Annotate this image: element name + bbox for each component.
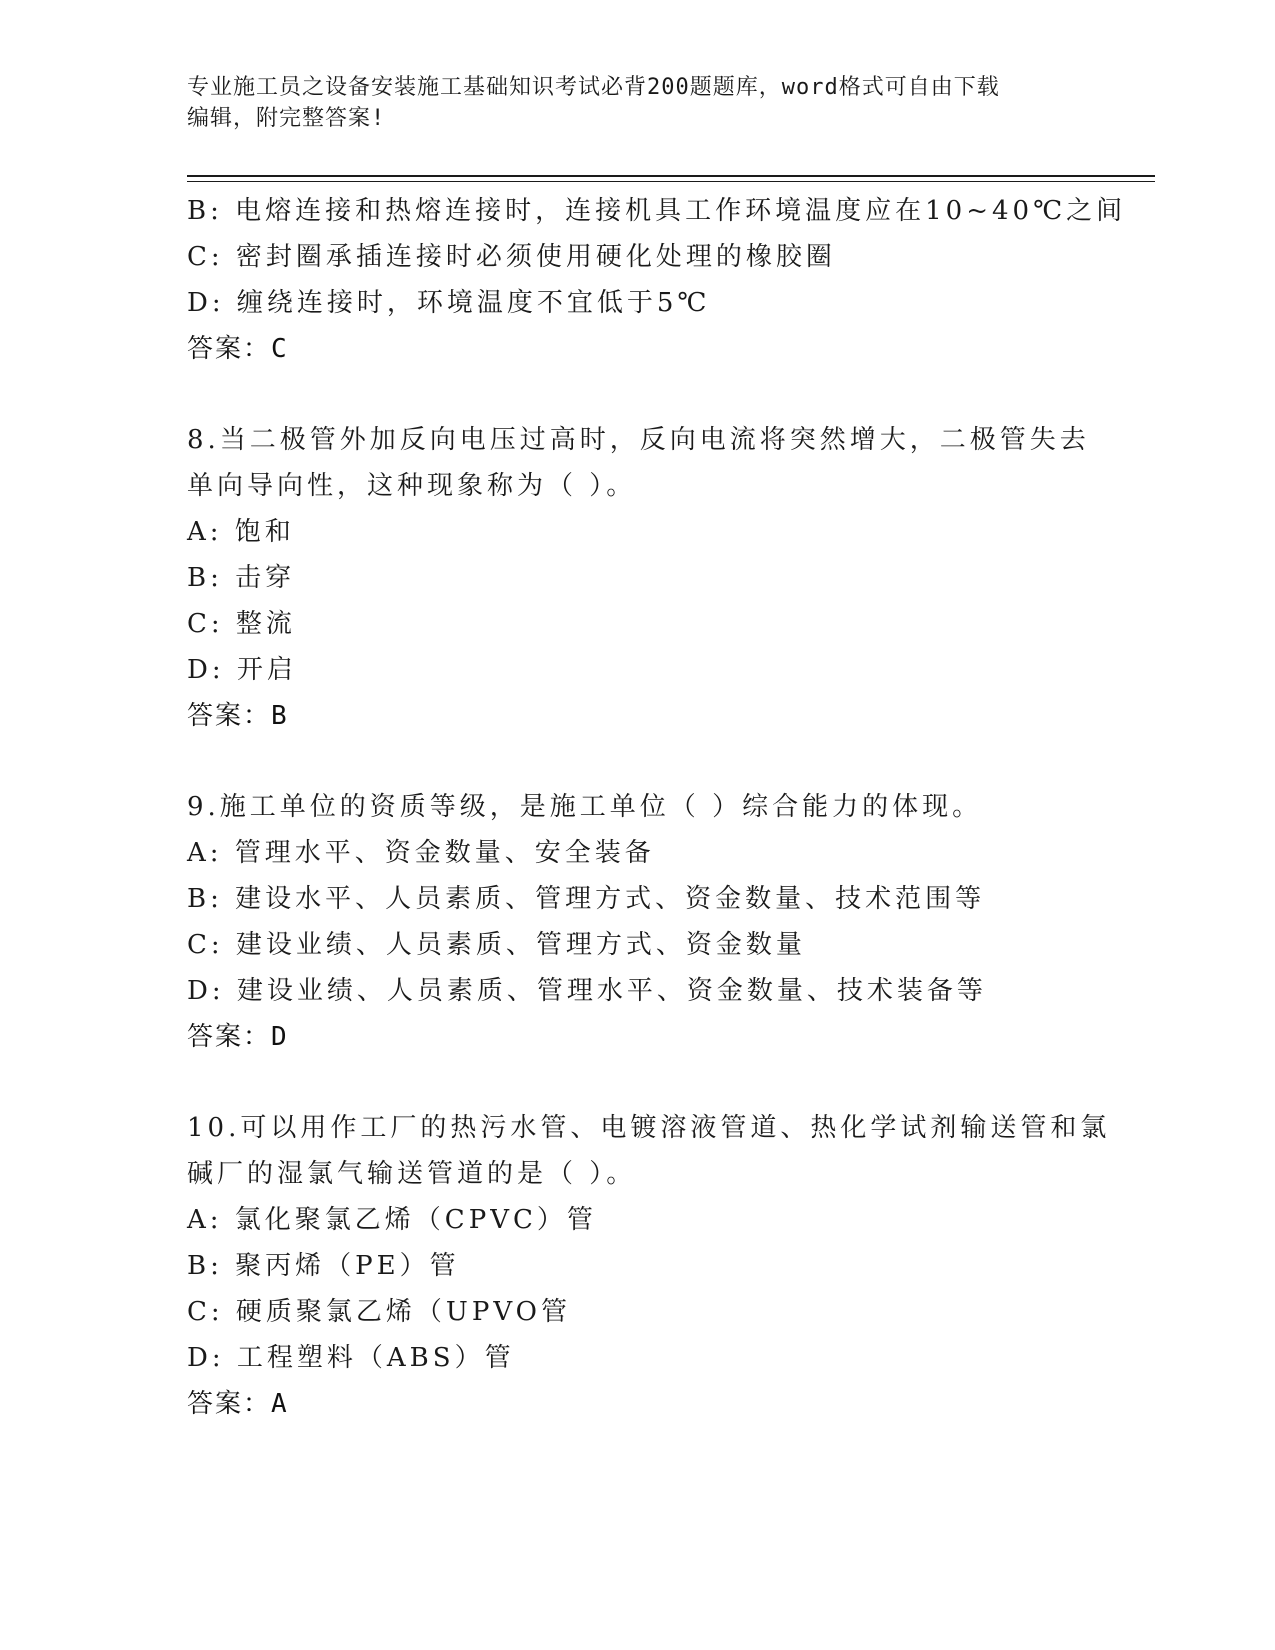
- question-stem-line: 碱厂的湿氯气输送管道的是（ ）。: [187, 1159, 637, 1189]
- option-d: D: 开启: [187, 655, 297, 685]
- option-b: B: 电熔连接和热熔连接时，连接机具工作环境温度应在10~40℃之间: [187, 196, 1127, 226]
- answer-line: 答案：D: [187, 1022, 289, 1052]
- spacer: [187, 739, 1155, 784]
- header-line-1: 专业施工员之设备安装施工基础知识考试必背200题题库，word格式可自由下载: [187, 75, 1000, 100]
- question-10: [187, 1105, 1155, 1427]
- option-c: C: 密封圈承插连接时必须使用硬化处理的橡胶圈: [187, 242, 836, 272]
- answer-line: 答案：B: [187, 701, 289, 731]
- question-stem-line: 8.当二极管外加反向电压过高时，反向电流将突然增大，二极管失去: [187, 425, 1090, 455]
- option-d: D: 建设业绩、人员素质、管理水平、资金数量、技术装备等: [187, 976, 987, 1006]
- option-a: A: 管理水平、资金数量、安全装备: [187, 838, 655, 868]
- question-stem-line: 单向导向性，这种现象称为（ ）。: [187, 471, 637, 501]
- option-c: C: 整流: [187, 609, 296, 639]
- option-b: B: 聚丙烯（PE）管: [187, 1251, 460, 1281]
- option-d: D: 工程塑料（ABS）管: [187, 1343, 515, 1373]
- header-line-2: 编辑，附完整答案!: [187, 106, 386, 131]
- question-stem-line: 10.可以用作工厂的热污水管、电镀溶液管道、热化学试剂输送管和氯: [187, 1113, 1111, 1143]
- question-9: [187, 784, 1155, 1060]
- question-7-continued: [187, 188, 1155, 372]
- question-8: [187, 417, 1155, 739]
- option-a: A: 氯化聚氯乙烯（CPVC）管: [187, 1205, 597, 1235]
- spacer: [187, 1060, 1155, 1105]
- spacer: [187, 372, 1155, 417]
- option-d: D: 缠绕连接时，环境温度不宜低于5℃: [187, 288, 711, 318]
- document-page: [187, 0, 1157, 1650]
- document-header: [187, 72, 1067, 134]
- header-divider-thin: [187, 181, 1155, 182]
- option-c: C: 建设业绩、人员素质、管理方式、资金数量: [187, 930, 806, 960]
- option-b: B: 击穿: [187, 563, 296, 593]
- option-c: C: 硬质聚氯乙烯（UPVO管: [187, 1297, 571, 1327]
- option-b: B: 建设水平、人员素质、管理方式、资金数量、技术范围等: [187, 884, 986, 914]
- question-stem-line: 9.施工单位的资质等级，是施工单位（ ）综合能力的体现。: [187, 792, 983, 822]
- header-divider-thick: [187, 175, 1155, 177]
- answer-line: 答案：C: [187, 334, 289, 364]
- document-body: [187, 188, 1155, 1427]
- answer-line: 答案：A: [187, 1389, 289, 1419]
- option-a: A: 饱和: [187, 517, 295, 547]
